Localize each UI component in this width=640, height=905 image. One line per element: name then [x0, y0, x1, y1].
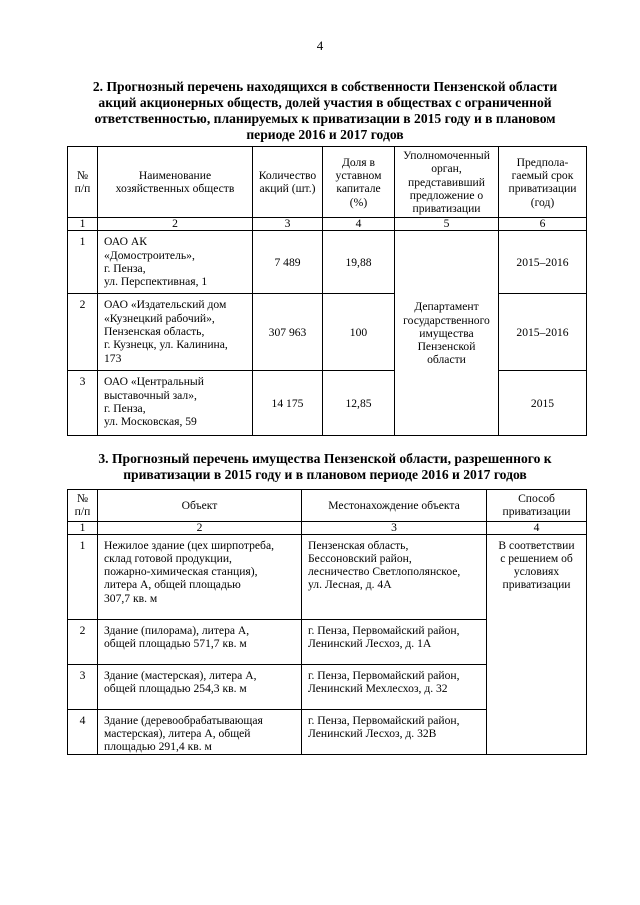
- company-name: [98, 371, 253, 436]
- cell-text: Пензенская область,: [104, 325, 205, 339]
- cell-text: мастерская), литера А, общей: [104, 726, 251, 740]
- col-header-shares: [253, 147, 323, 218]
- cell-text: г. Кузнецк, ул. Калинина,: [104, 338, 228, 352]
- stake-percent: 100: [323, 294, 395, 371]
- cell-text: Здание (мастерская), литера А,: [104, 668, 257, 682]
- cell-text: лесничество Светлополянское,: [308, 565, 461, 579]
- cell-text: ул. Перспективная, 1: [104, 275, 208, 289]
- privatization-term: 2015–2016: [499, 294, 587, 371]
- cell-text: области: [427, 353, 466, 367]
- cell-text: ул. Московская, 59: [104, 415, 197, 429]
- shares-table: [67, 146, 587, 436]
- object-description: [98, 619, 302, 664]
- cell-text: «Домостроитель»,: [104, 248, 195, 262]
- cell-text: г. Пенза,: [104, 402, 146, 416]
- company-name: [98, 231, 253, 294]
- header-text: Предпола-: [516, 155, 569, 169]
- column-number-row: [68, 218, 587, 231]
- title-line: акций акционерных обществ, долей участия в обществах с ограниченной: [98, 95, 552, 110]
- object-location: [302, 709, 487, 754]
- header-text: капитале: [336, 182, 381, 196]
- header-text: хозяйственных обществ: [115, 182, 235, 196]
- object-location: [302, 534, 487, 619]
- cell-text: «Кузнецкий рабочий»,: [104, 311, 215, 325]
- col-header-stake: [323, 147, 395, 218]
- table-row: [68, 371, 587, 436]
- header-text: орган,: [431, 162, 462, 176]
- object-description: [98, 534, 302, 619]
- row-number: 3: [68, 664, 98, 709]
- column-number: 5: [395, 218, 499, 231]
- header-text: п/п: [74, 505, 91, 519]
- cell-text: общей площадью 254,3 кв. м: [104, 681, 247, 695]
- object-description: [98, 709, 302, 754]
- cell-text: Пензенская область,: [308, 538, 409, 552]
- title-line: 2. Прогнозный перечень находящихся в собственности Пензенской области: [92, 79, 558, 94]
- cell-text: пожарно-химическая станция),: [104, 565, 258, 579]
- column-number: 1: [68, 218, 98, 231]
- col-header-term: [499, 147, 587, 218]
- cell-text: с решением об: [500, 551, 573, 565]
- cell-text: ул. Лесная, д. 4А: [308, 578, 392, 592]
- title-line: 3. Прогнозный перечень имущества Пензенской области, разрешенного к: [98, 451, 552, 466]
- header-text: гаемый срок: [511, 168, 574, 182]
- cell-text: Ленинский Мехлесхоз, д. 32: [308, 681, 448, 695]
- cell-text: Здание (деревообрабатывающая: [104, 713, 263, 727]
- header-row: [68, 147, 587, 218]
- header-text: акций (шт.): [259, 182, 316, 196]
- row-number: 4: [68, 709, 98, 754]
- column-number: 4: [487, 521, 587, 534]
- col-header-name: [98, 147, 253, 218]
- col-header-object: Объект: [98, 490, 302, 522]
- authorized-body: [395, 231, 499, 436]
- col-header-num: [68, 147, 98, 218]
- cell-text: выставочный зал»,: [104, 388, 197, 402]
- column-number-row: [68, 521, 587, 534]
- header-text: Способ: [518, 492, 555, 505]
- privatization-term: 2015–2016: [499, 231, 587, 294]
- header-text: Уполномоченный: [403, 149, 490, 162]
- header-text: (год): [530, 195, 555, 209]
- cell-text: Ленинский Лесхоз, д. 1А: [308, 636, 432, 650]
- header-text: Количество: [258, 168, 317, 182]
- cell-text: Департамент: [414, 300, 479, 314]
- header-text: (%): [349, 195, 368, 209]
- shares-count: 7 489: [253, 231, 323, 294]
- cell-text: государственного: [403, 313, 490, 327]
- header-text: приватизации: [508, 182, 577, 196]
- table-row: [68, 231, 587, 294]
- cell-text: г. Пенза, Первомайский район,: [308, 623, 460, 637]
- cell-text: Нежилое здание (цех ширпотреба,: [104, 538, 274, 552]
- title-line: ответственностью, планируемых к приватизации в 2015 году и в плановом: [94, 111, 556, 126]
- cell-text: приватизации: [502, 578, 571, 592]
- cell-text: 173: [104, 351, 122, 365]
- cell-text: г. Пенза,: [104, 262, 146, 276]
- object-description: [98, 664, 302, 709]
- col-header-num: [68, 490, 98, 522]
- cell-text: литера А, общей площадью: [104, 578, 241, 592]
- col-header-authorized-body: [395, 147, 499, 218]
- column-number: 3: [302, 521, 487, 534]
- header-text: №: [76, 168, 89, 182]
- header-text: представивший: [408, 175, 485, 189]
- header-text: Наименование: [138, 168, 212, 182]
- section-3-title: [66, 451, 584, 483]
- shares-count: 14 175: [253, 371, 323, 436]
- column-number: 2: [98, 521, 302, 534]
- property-table: [67, 489, 587, 755]
- cell-text: Бессоновский район,: [308, 551, 412, 565]
- row-number: 2: [68, 294, 98, 371]
- cell-text: В соответствии: [498, 538, 575, 552]
- cell-text: Ленинский Лесхоз, д. 32В: [308, 726, 437, 740]
- cell-text: ОАО АК: [104, 235, 147, 249]
- shares-count: 307 963: [253, 294, 323, 371]
- cell-text: г. Пенза, Первомайский район,: [308, 668, 460, 682]
- header-text: №: [76, 492, 89, 505]
- title-line: периоде 2016 и 2017 годов: [246, 127, 404, 142]
- privatization-method: [487, 534, 587, 754]
- company-name: [98, 294, 253, 371]
- row-number: 2: [68, 619, 98, 664]
- column-number: 2: [98, 218, 253, 231]
- cell-text: общей площадью 571,7 кв. м: [104, 636, 247, 650]
- table-row: [68, 534, 587, 619]
- header-row: [68, 490, 587, 522]
- header-text: приватизации: [502, 505, 571, 519]
- cell-text: площадью 291,4 кв. м: [104, 740, 212, 754]
- section-2-title: [66, 79, 584, 143]
- stake-percent: 19,88: [323, 231, 395, 294]
- stake-percent: 12,85: [323, 371, 395, 436]
- column-number: 3: [253, 218, 323, 231]
- cell-text: г. Пенза, Первомайский район,: [308, 713, 460, 727]
- header-text: уставном: [335, 168, 382, 182]
- cell-text: условиях: [513, 565, 560, 579]
- col-header-location: Местонахождение объекта: [302, 490, 487, 522]
- title-line: приватизации в 2015 году и в плановом периоде 2016 и 2017 годов: [123, 467, 527, 482]
- cell-text: имущества: [419, 326, 474, 340]
- column-number: 6: [499, 218, 587, 231]
- cell-text: ОАО «Издательский дом: [104, 298, 227, 312]
- page-number: 4: [316, 38, 324, 53]
- cell-text: 307,7 кв. м: [104, 591, 158, 605]
- cell-text: ОАО «Центральный: [104, 375, 204, 389]
- column-number: 4: [323, 218, 395, 231]
- cell-text: Здание (пилорама), литера А,: [104, 623, 250, 637]
- row-number: 1: [68, 534, 98, 619]
- header-text: Доля в: [341, 155, 376, 169]
- column-number: 1: [68, 521, 98, 534]
- object-location: [302, 619, 487, 664]
- header-text: приватизации: [412, 202, 481, 216]
- privatization-term: 2015: [499, 371, 587, 436]
- row-number: 3: [68, 371, 98, 436]
- col-header-method: [487, 490, 587, 522]
- header-text: п/п: [74, 182, 91, 196]
- header-text: предложение о: [409, 188, 484, 202]
- row-number: 1: [68, 231, 98, 294]
- object-location: [302, 664, 487, 709]
- cell-text: склад готовой продукции,: [104, 551, 232, 565]
- table-row: [68, 294, 587, 371]
- cell-text: Пензенской: [417, 340, 476, 354]
